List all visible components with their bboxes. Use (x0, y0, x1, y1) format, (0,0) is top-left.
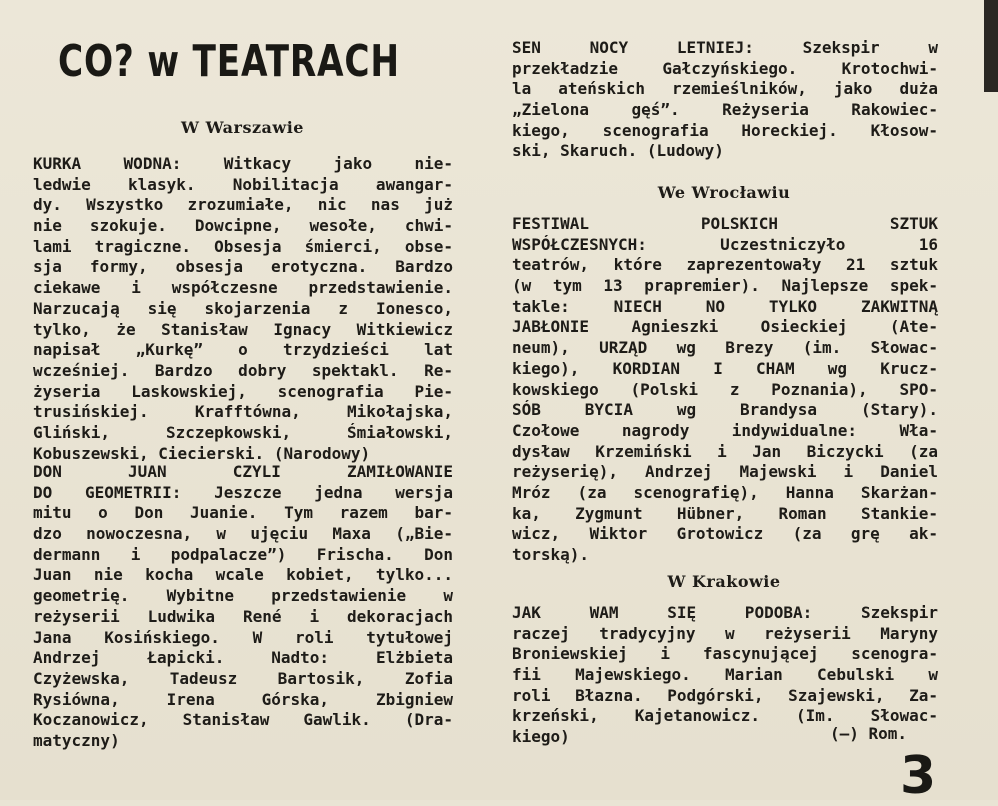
text-line: geometrię. Wybitne przedstawienie w (33, 586, 453, 606)
text-line: teatrów, które zaprezentowały 21 sztuk (512, 255, 938, 275)
text-line: Czołowe nagrody indywidualne: Wła- (512, 420, 938, 440)
text-line: roli Błazna. Podgórski, Szajewski, Za- (512, 685, 938, 705)
text-line: nie szokuje. Dowcipne, wesołe, chwi- (33, 216, 453, 236)
section-heading-krakow: W Krakowie (667, 572, 781, 591)
text-line: matyczny) (33, 730, 120, 750)
text-line: krzeński, Kajetanowicz. (Im. Słowac- (512, 706, 938, 726)
text-line: Broniewskiej i fascynującej scenogra- (512, 644, 938, 664)
text-line: KURKA WODNA: Witkacy jako nie- (33, 154, 453, 173)
text-line: neum), URZĄD wg Brezy (im. Słowac- (512, 338, 938, 358)
text-line: dermann i podpalacze”) Frischa. Don (33, 544, 453, 564)
text-line: SEN NOCY LETNIEJ: Szekspir w (512, 38, 938, 57)
author-signature: (—) Rom. (830, 724, 908, 743)
text-line: kiego, scenografia Horeckiej. Kłosow- (512, 120, 938, 140)
text-line: ka, Zygmunt Hübner, Roman Stankie- (512, 503, 938, 523)
text-line: Juan nie kocha wcale kobiet, tylko... (33, 565, 453, 585)
text-line: ledwie klasyk. Nobilitacja awangar- (33, 174, 453, 194)
text-line: Czyżewska, Tadeusz Bartosik, Zofia (33, 668, 453, 688)
text-line: ski, Skaruch. (Ludowy) (512, 141, 724, 161)
text-line: dy. Wszystko zrozumiałe, nic nas już (33, 195, 453, 215)
review-don-juan (33, 462, 453, 752)
text-line: Gliński, Szczepkowski, Śmiałowski, (33, 422, 453, 442)
review-sen-nocy-letniej (512, 38, 938, 162)
page-number: 3 (900, 746, 937, 806)
text-line: Rysiówna, Irena Górska, Zbigniew (33, 689, 453, 709)
text-line: tylko, że Stanisław Ignacy Witkiewicz (33, 319, 453, 339)
text-line: wicz, Wiktor Grotowicz (za grę ak- (512, 524, 938, 544)
text-line: FESTIWAL POLSKICH SZTUK (512, 214, 938, 233)
text-line: reżyserię), Andrzej Majewski i Daniel (512, 462, 938, 482)
page-edge-shadow (984, 0, 998, 92)
review-kurka-wodna (33, 154, 453, 464)
text-line: kiego), KORDIAN I CHAM wg Krucz- (512, 358, 938, 378)
text-line: WSPÓŁCZESNYCH: Uczestniczyło 16 (512, 234, 938, 254)
text-line: ciekawe i współczesne przedstawienie. (33, 278, 453, 298)
text-line: napisał „Kurkę” o trzydzieści lat (33, 340, 453, 360)
section-heading-wroclaw: We Wrocławiu (657, 183, 791, 202)
text-line: SÓB BYCIA wg Brandysa (Stary). (512, 400, 938, 420)
text-line: dzo nowoczesna, w ujęciu Maxa („Bie- (33, 524, 453, 544)
text-line: Jana Kosińskiego. W roli tytułowej (33, 627, 453, 647)
text-line: Mróz (za scenografię), Hanna Skarżan- (512, 482, 938, 502)
page-title: CO? w TEATRACH (58, 36, 400, 87)
text-line: Andrzej Łapicki. Nadto: Elżbieta (33, 648, 453, 668)
text-line: JAK WAM SIĘ PODOBA: Szekspir (512, 603, 938, 622)
text-line: takle: NIECH NO TYLKO ZAKWITNĄ (512, 296, 938, 316)
text-line: Kobuszewski, Ciecierski. (Narodowy) (33, 443, 371, 463)
text-line: Narzucają się skojarzenia z Ionesco, (33, 298, 453, 318)
text-line: sja formy, obsesja erotyczna. Bardzo (33, 257, 453, 277)
text-line: fii Majewskiego. Marian Cebulski w (512, 665, 938, 685)
text-line: mitu o Don Juanie. Tym razem bar- (33, 503, 453, 523)
text-line: DO GEOMETRII: Jeszcze jedna wersja (33, 482, 453, 502)
text-line: kowskiego (Polski z Poznania), SPO- (512, 379, 938, 399)
text-line: „Zielona gęś”. Reżyseria Rakowiec- (512, 100, 938, 120)
text-line: torską). (512, 545, 590, 564)
text-line: trusińskiej. Krafftówna, Mikołajska, (33, 402, 453, 422)
text-line: raczej tradycyjny w reżyserii Maryny (512, 623, 938, 643)
text-line: la ateńskich rzemieślników, jako duża (512, 79, 938, 99)
section-heading-warszawa: W Warszawie (181, 118, 304, 137)
review-festiwal (512, 214, 938, 566)
text-line: DON JUAN CZYLI ZAMIŁOWANIE (33, 462, 453, 481)
text-line: kiego) (512, 727, 570, 747)
text-line: lami tragiczne. Obsesja śmierci, obse- (33, 236, 453, 256)
text-line: przekładzie Gałczyńskiego. Krotochwi- (512, 58, 938, 78)
text-line: (w tym 13 prapremier). Najlepsze spek- (512, 276, 938, 296)
text-line: JABŁONIE Agnieszki Osieckiej (Ate- (512, 317, 938, 337)
text-line: reżyserii Ludwika René i dekoracjach (33, 606, 453, 626)
text-line: wcześniej. Bardzo dobry spektakl. Re- (33, 360, 453, 380)
text-line: Koczanowicz, Stanisław Gawlik. (Dra- (33, 710, 453, 730)
text-line: dysław Krzemiński i Jan Biczycki (za (512, 441, 938, 461)
text-line: żyseria Laskowskiej, scenografia Pie- (33, 381, 453, 401)
